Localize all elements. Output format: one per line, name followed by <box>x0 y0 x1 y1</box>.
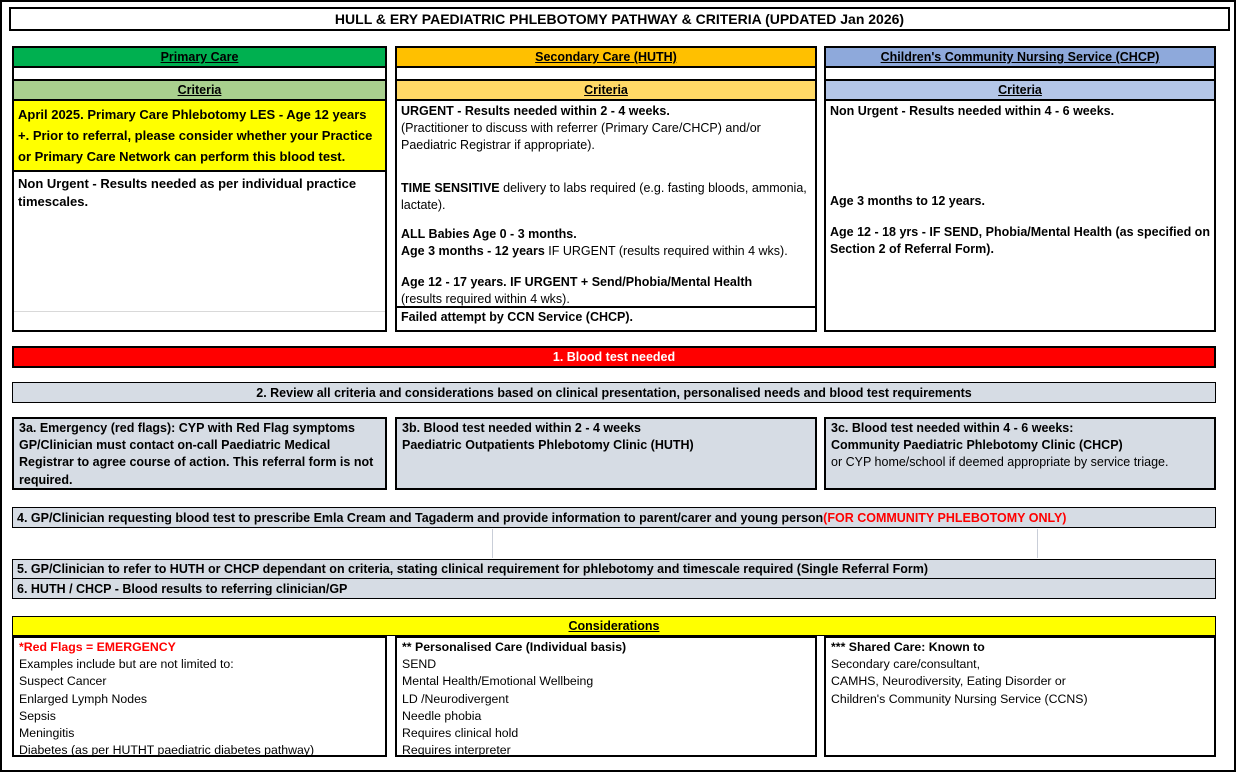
step2-review-criteria-bar: 2. Review all criteria and considerations based on clinical presentation, personalised needs and blood test requirements <box>12 382 1216 403</box>
step3a-emergency-box: 3a. Emergency (red flags): CYP with Red Flag symptoms GP/Clinician must contact on-call Paediatric Medical Registrar to agree course of action. This referral form is not required. <box>12 417 387 490</box>
shared-care-item: Secondary care/consultant, <box>831 657 981 672</box>
urgent-note: (Practitioner to discuss with referrer (Primary Care/CHCP) and/or Paediatric Registrar if appropriate). <box>401 121 761 152</box>
step1-blood-test-needed-bar: 1. Blood test needed <box>12 346 1216 368</box>
time-sensitive-line <box>401 180 811 214</box>
failed-attempt-row: Failed attempt by CCN Service (CHCP). <box>397 306 815 330</box>
personalised-care-item: Requires interpreter <box>402 743 511 758</box>
red-flags-intro: Examples include but are not limited to: <box>19 657 234 672</box>
step3b-huth-clinic-box <box>395 417 817 490</box>
personalised-care-item: Mental Health/Emotional Wellbeing <box>402 674 594 689</box>
age-3-12-rest: IF URGENT (results required within 4 wks). <box>544 244 788 258</box>
shared-care-item: Children's Community Nursing Service (CCNS) <box>831 691 1088 706</box>
spacer <box>830 120 1210 193</box>
primary-care-body <box>14 101 385 330</box>
chcp-body <box>826 101 1214 330</box>
page-title: HULL & ERY PAEDIATRIC PHLEBOTOMY PATHWAY & CRITERIA (UPDATED Jan 2026) <box>9 7 1230 31</box>
chcp-column <box>824 46 1216 332</box>
step6-results-bar: 6. HUTH / CHCP - Blood results to referring clinician/GP <box>12 578 1216 599</box>
spacer <box>830 210 1210 224</box>
time-sensitive-label: TIME SENSITIVE <box>401 181 500 195</box>
red-flags-item: Meningitis <box>19 726 75 741</box>
step3c-line3: or CYP home/school if deemed appropriate by service triage. <box>831 455 1169 470</box>
red-flags-item: Enlarged Lymph Nodes <box>19 691 148 706</box>
step4-community-only-note: (FOR COMMUNITY PHLEBOTOMY ONLY) <box>823 510 1067 525</box>
age-3-12-line <box>401 243 811 260</box>
primary-care-non-urgent: Non Urgent - Results needed as per individual practice timescales. <box>18 176 357 209</box>
red-flags-item: Diabetes (as per HUTHT paediatric diabetes pathway) <box>19 743 315 758</box>
age-12-17-line: Age 12 - 17 years. IF URGENT + Send/Phobia/Mental Health <box>401 275 753 289</box>
step3c-line1: 3c. Blood test needed within 4 - 6 weeks: <box>831 421 1074 435</box>
red-flags-item: Suspect Cancer <box>19 674 107 689</box>
personalised-care-item: Needle phobia <box>402 708 482 723</box>
chcp-non-urgent: Non Urgent - Results needed within 4 - 6 weeks. <box>830 104 1115 118</box>
considerations-red-flags-box <box>12 636 387 757</box>
chcp-age-3-12: Age 3 months to 12 years. <box>830 194 985 208</box>
step3c-chcp-clinic-box <box>824 417 1216 490</box>
secondary-care-spacer <box>397 68 815 81</box>
cell-gridline <box>1037 529 1038 558</box>
personalised-care-item: SEND <box>402 657 437 672</box>
considerations-personalised-care-box <box>395 636 817 757</box>
personalised-care-item: Requires clinical hold <box>402 726 519 741</box>
age-12-17-note: (results required within 4 wks). <box>401 292 570 306</box>
step4-emla-cream-bar <box>12 507 1216 528</box>
urgent-title: URGENT - Results needed within 2 - 4 weeks. <box>401 104 670 118</box>
secondary-care-header: Secondary Care (HUTH) <box>397 48 815 68</box>
chcp-header: Children's Community Nursing Service (CHCP) <box>826 48 1214 68</box>
considerations-shared-care-box <box>824 636 1216 757</box>
step4-main-text: 4. GP/Clinician requesting blood test to prescribe Emla Cream and Tagaderm and provide information to parent/carer and young person <box>17 510 824 525</box>
primary-care-column <box>12 46 387 332</box>
chcp-spacer <box>826 68 1214 81</box>
primary-care-criteria-label: Criteria <box>14 81 385 101</box>
primary-care-spacer <box>14 68 385 81</box>
secondary-care-body <box>397 101 815 330</box>
secondary-care-criteria-label: Criteria <box>397 81 815 101</box>
step5-referral-bar: 5. GP/Clinician to refer to HUTH or CHCP dependant on criteria, stating clinical requirement for phlebotomy and timescale required (Single Referral Form) <box>12 559 1216 579</box>
red-flags-item: Sepsis <box>19 708 56 723</box>
primary-care-header: Primary Care <box>14 48 385 68</box>
time-sensitive-rest: delivery to labs required (e.g. fasting bloods, ammonia, lactate). <box>401 181 807 212</box>
chcp-age-12-18: Age 12 - 18 yrs - IF SEND, Phobia/Mental Health (as specified on Section 2 of Referral Form). <box>830 225 1210 256</box>
primary-care-cell-divider <box>14 311 385 312</box>
step3b-line2: Paediatric Outpatients Phlebotomy Clinic (HUTH) <box>402 438 694 453</box>
spacer <box>401 154 811 180</box>
personalised-care-heading: ** Personalised Care (Individual basis) <box>402 640 627 654</box>
step3c-line2: Community Paediatric Phlebotomy Clinic (CHCP) <box>831 438 1123 453</box>
chcp-criteria-label: Criteria <box>826 81 1214 101</box>
red-flags-heading: *Red Flags = EMERGENCY <box>19 640 176 654</box>
shared-care-item: CAMHS, Neurodiversity, Eating Disorder or <box>831 674 1066 689</box>
secondary-care-column <box>395 46 817 332</box>
spacer <box>401 260 811 274</box>
shared-care-heading: *** Shared Care: Known to <box>831 640 985 654</box>
primary-care-april-note: April 2025. Primary Care Phlebotomy LES - Age 12 years +. Prior to referral, please consider whether your Practice or Primary Care Network can perform this blood test. <box>14 101 385 172</box>
step3b-line1: 3b. Blood test needed within 2 - 4 weeks <box>402 421 641 435</box>
personalised-care-item: LD /Neurodivergent <box>402 691 509 706</box>
all-babies-line: ALL Babies Age 0 - 3 months. <box>401 227 577 241</box>
cell-gridline <box>492 529 493 558</box>
age-3-12-label: Age 3 months - 12 years <box>401 244 545 258</box>
spacer <box>401 214 811 226</box>
considerations-header: Considerations <box>12 616 1216 636</box>
